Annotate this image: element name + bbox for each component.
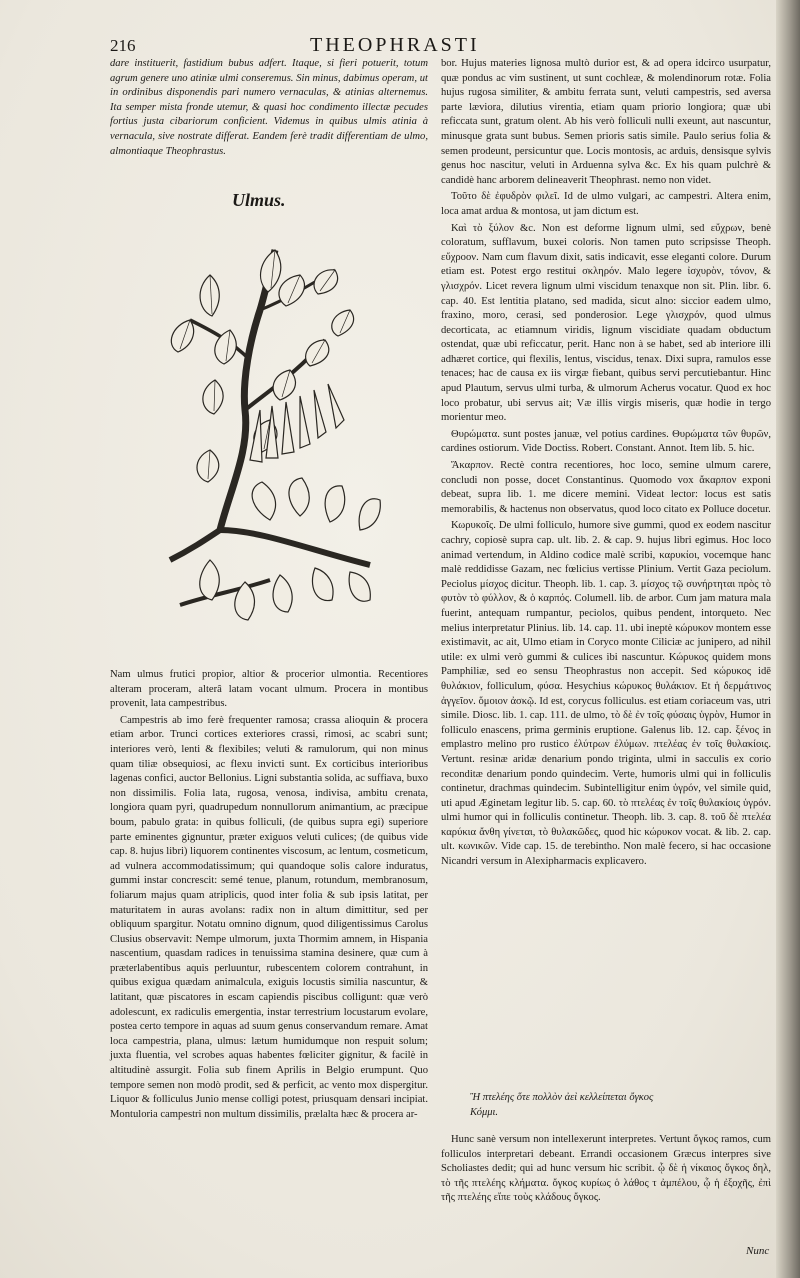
verse-line: Ἢ πτελέης ὅτε πολλὸν ἀεὶ κελλείπεται ὄγκος (470, 1092, 654, 1103)
left-column-bottom (110, 668, 428, 1124)
paragraph: Nam ulmus frutici propior, altior & procerior ulmontia. Recentiores alteram proceram, alterâ latam vocant ulmum. Procera in montibus provenit, lata campestribus. (110, 669, 428, 710)
catchword: Nunc (746, 1245, 770, 1257)
running-head (110, 34, 480, 58)
paragraph: Campestris ab imo ferè frequenter ramosa; crassa alioquin & procera etiam arbor. Trunci cortices exteriores crassi, rimosi, ac scabri sunt; interiores verò, lenti & flexibiles; veluti & ramulorum, qui non minus quam tiliæ obsequiosi, ac flexu invicti sunt. Ex corticibus interioribus lagenas confici, auctor Bellonius. Ligni substantia solida, ac suffiava, buxo non dissimilis. Folia lata, rugosa, venosa, indivisa, ambitu crenata, longiora quam pyri, quadrupedum nonnullorum animantium, ac præcipue boum, pabulo grata: in quibus folliculi, (de quibus supra egi) superiore parte eminentes gignuntur, præter exiguos veluti culices; (de quibus vide cap. 8. hujus libri) liquorem continentes viscosum, ac lentum, cosmeticum, ad vulnera accommodatissimum; qui quandoque solis calore induratus, gummi instar concrescit: semé tenue, planum, rotundum, membranosum, foliarum majus quam atriplicis, quod inter folia & sub ipsis latitat, per maturitatem in auras avolans: radix non in altum dimittitur, sed per obliquum spargitur. Notatu omnino dignum, quod diligentissimus Carolus Clusius observavit: Nempe ulmorum, juxta Thormim amnem, in Hispania nascentium, quasdam radices in tenuissima stamina desinere, quæ cum à præterlabentibus aquis perluuntur, rubescentem colorem contrahunt, in quibus exigua quædam animalcula, exiguis locustis similia nascuntur, & latitant, quæ piscatores in escam capiendis piscibus colligunt: quæ verò adolescunt, ex radiculis emergentia, instar terrestrium locustarum evolare, postea certo tempore in aquas ad suum genus conservandum remare. Amat loca campestria, plana, ulmus: lætum humidumque non respuit solum; juxta fluentia, vel scrobes aquas habentes fœliciter gignitur, & facilè in altitudinè assurgit. Folia sub finem Aprilis in Belgio erumpunt. Quo tempore semen non modò prodit, sed & perficit, ac vento mox dispergitur. Liquor & folliculus Junio mense colligi potest, priusquam densari incipiat. Montuloria campestri non multum dissimilis, prælalta hæc & procera ar- (110, 714, 428, 1120)
commentary-entry: Καὶ τὸ ξύλον &c. Non est deforme lignum ulmi, sed εὔχρων, benè coloratum, sufflavum, buxei coloris. Non tamen puto scripsisse Theoph. εὔχροον. Nam cum flavum dixit, satis indicavit, esse eleganti colore. Durum etiam est. Potest ergo restitui σκληρόν. Malo legere ἰσχυρὸν, τόνον, & γλισχρόν. Licet revera lignum ulmi viscidum tenaxque non sit. Plin. libr. 6. cap. 40. Est lentitia platano, sed madida, sicut alno: siccior eadem ulmo, fraxino, moro, cerasi, sed ponderosior. Lege γλισχρόν, quod ulmus decorticata, ac etiamnum viridis, lignum viscidiate quadam obductum ostendat, quæ ubi reficcatur, perit. Hanc non à se habet, sed ab interiore illi adhæret cortice, qui flexilis, lentus, viscidus, tenax. Dixi supra, ramulos esse tenaces; hac de causa ex iis virgæ fiebant, quibus servi percutiebantur. Hinc apud Plautum, servus ulmi turba, & ulmorum Acherus vocatur. Quod ex hoc loco probatur, ubi servus ait; Væ illis virgis miseris, quæ hodie in tergo morientur meo. (441, 222, 771, 424)
left-column-top (110, 57, 428, 161)
commentary-entry: Τοῦτο δὲ ἐφυδρὸν φιλεῖ. Id de ulmo vulgari, ac campestri. Altera enim, loca amat ardua & montosa, ut jam dictum est. (441, 191, 771, 217)
book-title: THEOPHRASTI (310, 34, 480, 56)
section-heading: Ulmus. (232, 190, 286, 210)
paragraph: Hunc sanè versum non intellexerunt interpretes. Vertunt ὄγκος ramos, cum folliculos interpretari debeant. Errandi occasionem Græcus interpres sive Scholiastes dedit; qui ad hunc versum hic scribit. ᾧ δὲ ἡ νίκαιος ὄγκος δηλ, τὸ τῆς πτελέης κλήματα. ὄγκος κυρίως ὁ λάθος τ ἀμπέλου, ᾧ ἡ ἐξοχῆς, ἐπὶ τῆς πτελέης εἴπε τοὺς κλάδους ὄγκος. (441, 1134, 771, 1204)
page-number: 216 (110, 36, 136, 55)
right-column (441, 57, 771, 872)
verse-line: Κόμμι. (470, 1107, 499, 1118)
greek-verse-quotation (470, 1090, 750, 1120)
paragraph: dare instituerit, fastidium bubus adfert. Itaque, si fieri potuerit, totum agrum genere uno atiniæ ulmi conseremus. Sin minus, dabimus operam, ut in ordinibus disponendis pari numero vernaculas, & atinias alternemus. Ita semper mista fronde utemur, & quasi hoc condimento illectæ pecudes fortius justa cibariorum conficient. Videmus in quibus ulmis atinia à vernacula, sive nostrate differat. Eandem ferè tradit differentiam de ulmo, almontiaque Theophrastus. (110, 58, 428, 157)
right-column-bottom (441, 1133, 771, 1208)
commentary-entry: Κωρυκοῖς. De ulmi folliculo, humore sive gummi, quod ex eodem nascitur cachry, copiosè supra cap. ult. lib. 2. & cap. 9. hujus libri egimus. Hoc loco animad vertendum, in Aldino codice malè scribi, καρυκίοι, vocemque hanc malè reddidisse Gazam, nec fœlicius vertisse Plinium. Vertit Gaza peciolum. Peciolus μίσχος dicitur. Theoph. lib. 1. cap. 3. μίσχος τῷ συνήρτηται πρὸς τὸ φυτὸν τὸ φύλλον, & ὁ καρπός. Columell. lib. de arbor. Cum jam matura mala fuerint, antequam rumpantur, peciolos, quibus pendent, intorqueto. Nec melius interpretatur Plinius. lib. 14. cap. 11. ubi ineptè κώρυκον montem esse existimavit, ac ait, Ulmo etiam in Coryco monte Ciliciæ ac junipero, ad nihil utile: ex ulmi verò gummi & culices ibi nascuntur. Κώρυκος quidem mons Pamphiliæ, sed eo sensu Theophrastus non accepit. Sed κώρυκος idē θυλάκιον, folliculum, φύσα. Hesychius κώρυκος θυλάκιον. Et ἡ δερμάτινος ἀγγεῖον. ὅμοιον ἀσκῷ. Id est, corycus folliculus. est etiam coriaceum vas, utri simile. Diosc. lib. 1. cap. 111. de ulmo, τὸ δὲ ἐν τοῖς φύσαις ὑγρὸν, Humor in folliculo enascens, prima germinis eruptione. Galenus lib. 12. cap. ξένος in emplastro melino pro rustico ἐλύτρων ἐλύμων. πτελέας ἐν τοῖς θυλακίοις. Vertunt. resinæ aridæ denarium pondo triginta, ulmi in sacculis ex corio reconditæ denarium pondo quindecim. Verte, humoris ulmi qui in folliculis continetur, drachmas quindecim. Subintelligitur enim ὑγρόν, vel simile quid, uti apud Æginetam legitur lib. 5. cap. 60. τὸ πτελέας ἐν τοῖς θυλακίοις ὑγρόν. ulmi humor qui in folliculis continetur. Theoph. lib. 3. cap. 8. τοῦ δὲ πτελέα καρύκια ἄνθη γίνεται, τὸ θυλακῶδες, quod hic κώρυκον vocat. & lib. 2. cap. ult. κωνικῶν. Vide cap. 15. de terebintho. Non malè fecero, si hac occasione Nicandri versum in Alexipharmacis explicavero. (441, 520, 771, 868)
commentary-entry: Ἄκαρπον. Rectè contra recentiores, hoc loco, semine ulmum carere, concludi non posse, docet Constantinus. Quomodo vox ἄκαρπον exponi debeat, supra lib. 1. me dicere memini. Videat lector: locus est satis memorabilis, & hactenus non observatus, quod loco citato ex Polluce docetur. (441, 460, 771, 515)
commentary-entry: Θυρώματα. sunt postes januæ, vel potius cardines. Θυρώματα τῶν θυρῶν, cardines ostiorum. Vide Doctiss. Robert. Constant. Annot. Item lib. 5. hic. (441, 428, 771, 455)
paragraph: bor. Hujus materies lignosa multò durior est, & ad opera idcirco usurpatur, quæ pondus ac vim sustinent, ut sunt cochleæ, & molendinorum rotæ. Folia hujus rugosa similiter, & ambitu ferrata sunt, veluti campestris, sed aversa parte læviora, dilutius virentia, etiam quam priorio longiora; quæ ubi reficcata sunt, gratum olent. Ab his verò folliculi nulli exeunt, aut nascuntur, minusque grata sunt bubus. Semen prioris satis simile. Paulo serius folia & semen prodeunt, persicuntur que. Locis montosis, ac arduis, densisque sylvis genus hoc nascitur, veluti in Arduenna sylva &c. Ex his quam pulchrè & candidè hanc arborem delineaverit Theophrast. nemo non videt. (441, 58, 771, 186)
elm-branch-woodcut-illustration (150, 230, 400, 660)
page-gutter (776, 0, 800, 1278)
